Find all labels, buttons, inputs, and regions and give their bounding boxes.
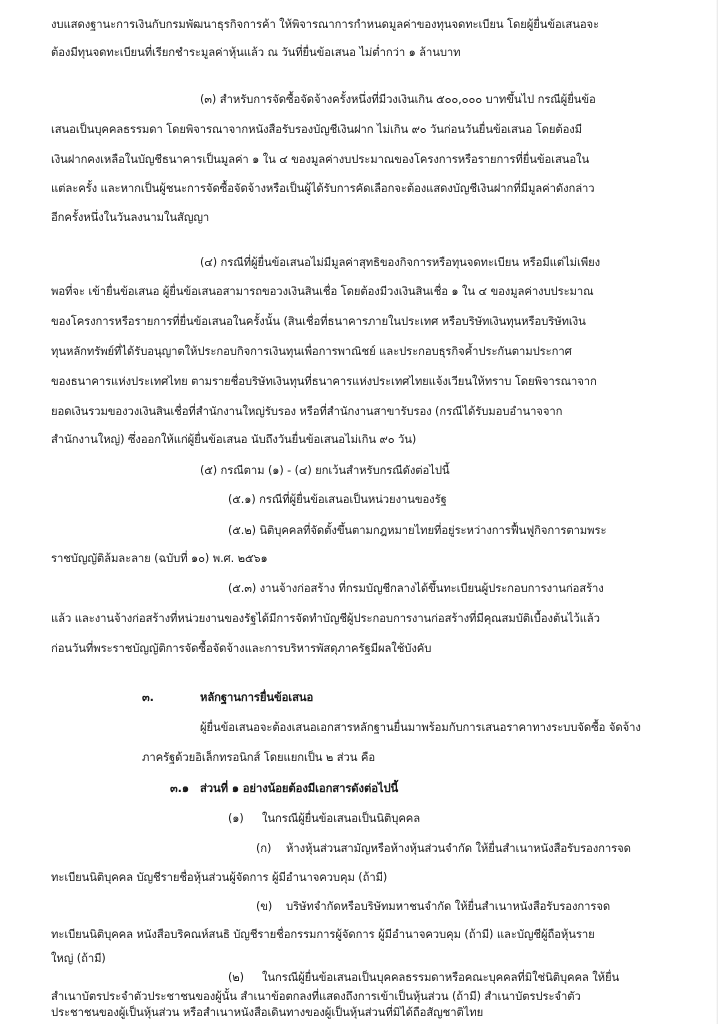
list-marker: (๒) bbox=[228, 971, 244, 984]
paragraph-line: พอที่จะ เข้ายื่นข้อเสนอ ผู้ยื่นข้อเสนอสามารถขอวงเงินสินเชื่อ โดยต้องมีวงเงินสินเชื่อ ๑ ใน ๔ ของมูลค่างบประมาณ bbox=[51, 285, 594, 298]
paragraph-line: งบแสดงฐานะการเงินกับกรมพัฒนาธุรกิจการค้า ให้พิจารณาการกำหนดมูลค่าของทุนจดทะเบียน โดยผู้ยื่นข้อเสนอจะ bbox=[51, 18, 600, 31]
paragraph-line: ทุนหลักทรัพย์ที่ได้รับอนุญาตให้ประกอบกิจการเงินทุนเพื่อการพาณิชย์ และประกอบธุรกิจค้ำประกันตามประกาศ bbox=[51, 345, 572, 358]
paragraph-line: (๕) กรณีตาม (๑) - (๔) ยกเว้นสำหรับกรณีดังต่อไปนี้ bbox=[200, 464, 450, 477]
paragraph-line: ใหญ่ (ถ้ามี) bbox=[51, 952, 106, 965]
paragraph-line: ก่อนวันที่พระราชบัญญัติการจัดซื้อจัดจ้างและการบริหารพัสดุภาครัฐมีผลใช้บังคับ bbox=[51, 642, 432, 655]
paragraph-line: สำนักงานใหญ่) ซึ่งออกให้แก่ผู้ยื่นข้อเสนอ นับถึงวันยื่นข้อเสนอไม่เกิน ๙๐ วัน) bbox=[51, 433, 417, 446]
paragraph-line: ผู้ยื่นข้อเสนอจะต้องเสนอเอกสารหลักฐานยื่นมาพร้อมกับการเสนอราคาทางระบบจัดซื้อ จัดจ้าง bbox=[200, 721, 641, 734]
paragraph-line: ของธนาคารแห่งประเทศไทย ตามรายชื่อบริษัทเงินทุนที่ธนาคารแห่งประเทศไทยแจ้งเวียนให้ทราบ โดยพิจารณาจาก bbox=[51, 375, 597, 388]
paragraph-line: (๕.๓) งานจ้างก่อสร้าง ที่กรมบัญชีกลางได้ขึ้นทะเบียนผู้ประกอบการงานก่อสร้าง bbox=[228, 582, 604, 595]
list-marker: (๑) bbox=[228, 812, 244, 825]
paragraph-line: ของโครงการหรือรายการที่ยื่นข้อเสนอในครั้งนั้น (สินเชื่อที่ธนาคารภายในประเทศ หรือบริษัทเงินทุนหรือบริษัทเงิน bbox=[51, 315, 586, 328]
paragraph-line: (๓) สำหรับการจัดซื้อจัดจ้างครั้งหนึ่งที่มีวงเงินเกิน ๕๐๐,๐๐๐ บาทขึ้นไป กรณีผู้ยื่นข้อ bbox=[200, 93, 596, 106]
paragraph-line: ทะเบียนนิติบุคคล บัญชีรายชื่อหุ้นส่วนผู้จัดการ ผู้มีอำนาจควบคุม (ถ้ามี) bbox=[51, 871, 388, 884]
paragraph-line: (๕.๑) กรณีที่ผู้ยื่นข้อเสนอเป็นหน่วยงานของรัฐ bbox=[228, 493, 447, 506]
paragraph-line: สำเนาบัตรประจำตัวประชาชนของผู้นั้น สำเนาข้อตกลงที่แสดงถึงการเข้าเป็นหุ้นส่วน (ถ้ามี) สำเนาบัตรประจำตัว bbox=[51, 990, 581, 1003]
list-item-text: ในกรณีผู้ยื่นข้อเสนอเป็นนิติบุคคล bbox=[262, 812, 421, 825]
paragraph-line: แล้ว และงานจ้างก่อสร้างที่หน่วยงานของรัฐได้มีการจัดทำบัญชีผู้ประกอบการงานก่อสร้างที่มีคุณสมบัติเบื้องต้นไว้แล้ว bbox=[51, 612, 600, 625]
paragraph-line: ประชาชนของผู้เป็นหุ้นส่วน หรือสำเนาหนังสือเดินทางของผู้เป็นหุ้นส่วนที่มิได้ถือสัญชาติไทย bbox=[51, 1006, 484, 1019]
paragraph-line: ยอดเงินรวมของวงเงินสินเชื่อที่สำนักงานใหญ่รับรอง หรือที่สำนักงานสาขารับรอง (กรณีได้รับมอบอำนาจจาก bbox=[51, 405, 563, 418]
list-item-text: บริษัทจำกัดหรือบริษัทมหาชนจำกัด ให้ยื่นสำเนาหนังสือรับรองการจด bbox=[286, 900, 611, 913]
section-heading: หลักฐานการยื่นข้อเสนอ bbox=[200, 691, 314, 704]
paragraph-line: เงินฝากคงเหลือในบัญชีธนาคารเป็นมูลค่า ๑ ใน ๔ ของมูลค่างบประมาณของโครงการหรือรายการที่ยื่นข้อเสนอใน bbox=[51, 153, 590, 166]
section-number: ๓. bbox=[142, 691, 154, 704]
subsection-number: ๓.๑ bbox=[170, 782, 189, 795]
subsection-heading: ส่วนที่ ๑ อย่างน้อยต้องมีเอกสารดังต่อไปนี้ bbox=[200, 782, 399, 795]
list-item-text: ห้างหุ้นส่วนสามัญหรือห้างหุ้นส่วนจำกัด ให้ยื่นสำเนาหนังสือรับรองการจด bbox=[286, 842, 631, 855]
paragraph-line: อีกครั้งหนึ่งในวันลงนามในสัญญา bbox=[51, 211, 210, 224]
list-marker: (ข) bbox=[256, 900, 273, 913]
paragraph-line: เสนอเป็นบุคคลธรรมดา โดยพิจารณาจากหนังสือรับรองบัญชีเงินฝาก ไม่เกิน ๙๐ วันก่อนวันยื่นข้อเสนอ โดยต้องมี bbox=[51, 123, 583, 136]
paragraph-line: แต่ละครั้ง และหากเป็นผู้ชนะการจัดซื้อจัดจ้างหรือเป็นผู้ได้รับการคัดเลือกจะต้องแสดงบัญชีเงินฝากที่มีมูลค่าดังกล่าว bbox=[51, 182, 595, 195]
list-marker: (ก) bbox=[256, 842, 272, 855]
paragraph-line: (๔) กรณีที่ผู้ยื่นข้อเสนอไม่มีมูลค่าสุทธิของกิจการหรือทุนจดทะเบียน หรือมีแต่ไม่เพียง bbox=[200, 256, 601, 269]
paragraph-line: (๕.๒) นิติบุคคลที่จัดตั้งขึ้นตามกฎหมายไทยที่อยู่ระหว่างการฟื้นฟูกิจการตามพระ bbox=[228, 524, 607, 537]
paragraph-line: ภาครัฐด้วยอิเล็กทรอนิกส์ โดยแยกเป็น ๒ ส่วน คือ bbox=[142, 751, 376, 764]
paragraph-line: ราชบัญญัติล้มละลาย (ฉบับที่ ๑๐) พ.ศ. ๒๕๖๑ bbox=[51, 552, 268, 565]
list-item-text: ในกรณีผู้ยื่นข้อเสนอเป็นบุคคลธรรมดาหรือคณะบุคคลที่มิใช่นิติบุคคล ให้ยื่น bbox=[262, 971, 620, 984]
paragraph-line: ต้องมีทุนจดทะเบียนที่เรียกชำระมูลค่าหุ้นแล้ว ณ วันที่ยื่นข้อเสนอ ไม่ต่ำกว่า ๑ ล้านบาท bbox=[51, 46, 461, 59]
paragraph-line: ทะเบียนนิติบุคคล หนังสือบริคณห์สนธิ บัญชีรายชื่อกรรมการผู้จัดการ ผู้มีอำนาจควบคุม (ถ้ามี) และบัญชีผู้ถือหุ้นราย bbox=[51, 928, 595, 941]
